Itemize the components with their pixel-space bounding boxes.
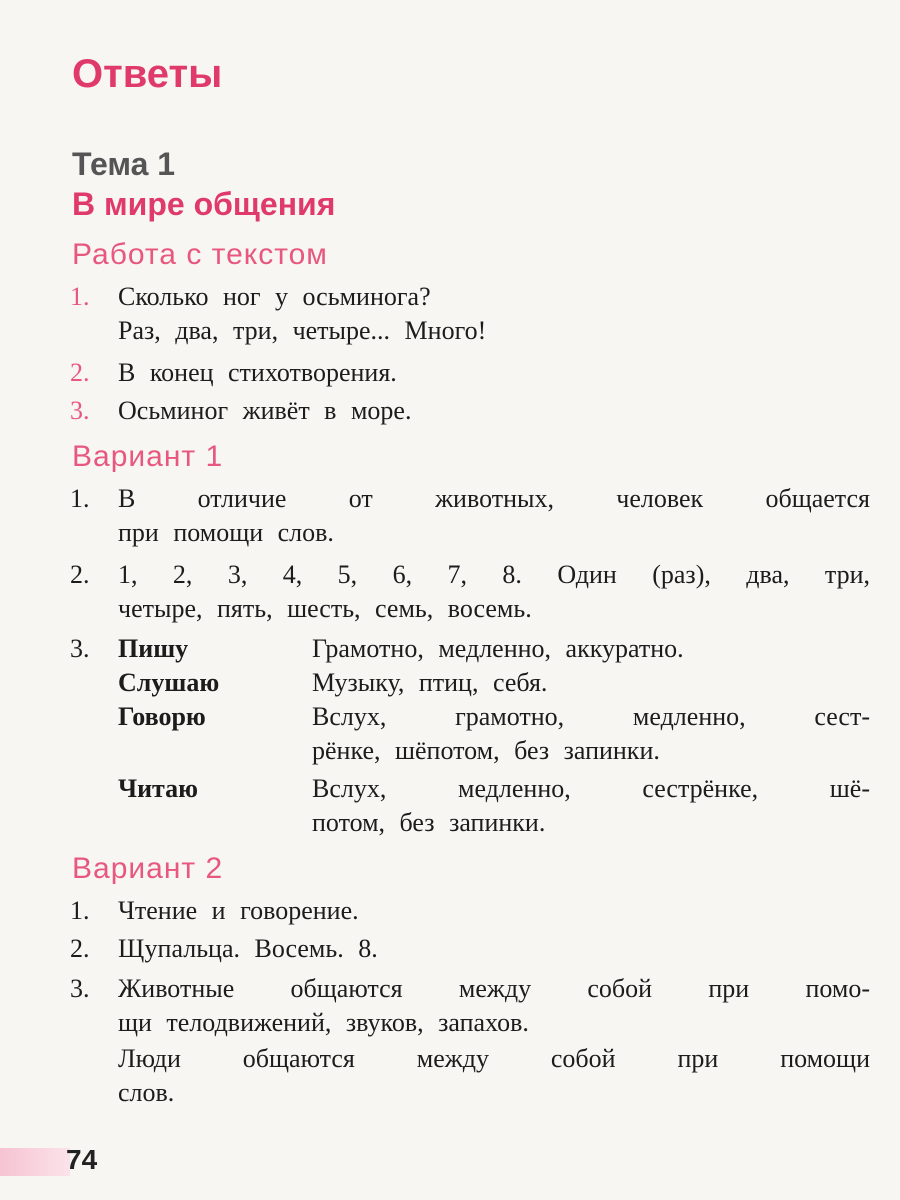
term-label: Пишу [118,634,189,663]
answer-line: Раз, два, три, четыре... Много! [118,316,487,345]
item-number: 3. [70,974,90,1003]
term-definition: Грамотно, медленно, аккуратно. [312,634,684,663]
answer-line: В отличие от животных, человек общается [118,484,870,513]
section-heading-variant1: Вариант 1 [72,440,224,473]
answer-line: В конец стихотворения. [118,358,397,387]
term-label: Читаю [118,774,199,803]
term-label: Слушаю [118,668,220,697]
answer-line: слов. [118,1078,175,1107]
item-number: 3. [70,634,90,663]
term-label: Говорю [118,702,206,731]
answer-line: 1, 2, 3, 4, 5, 6, 7, 8. Один (раз), два, три, [118,560,870,589]
term-definition: потом, без запинки. [312,808,546,837]
item-number: 1. [70,282,90,311]
term-definition: Вслух, медленно, сестрёнке, шё- [312,774,870,803]
item-number: 2. [70,934,90,963]
item-number: 3. [70,396,90,425]
item-number: 1. [70,484,90,513]
answer-line: при помощи слов. [118,518,334,547]
section-heading-text-work: Работа с текстом [72,238,328,271]
answer-line: Сколько ног у осьминога? [118,282,431,311]
topic-name: В мире общения [72,186,336,222]
answer-line: Животные общаются между собой при помо- [118,974,870,1003]
topic-label: Тема 1 [72,146,176,182]
term-definition: Вслух, грамотно, медленно, сест- [312,702,870,731]
item-number: 2. [70,560,90,589]
answer-line: щи телодвижений, звуков, запахов. [118,1008,529,1037]
answer-line: Люди общаются между собой при помощи [118,1044,870,1073]
page-number-bar [0,1148,70,1176]
term-definition: Музыку, птиц, себя. [312,668,548,697]
section-heading-variant2: Вариант 2 [72,852,224,885]
page-number: 74 [66,1144,98,1175]
item-number: 1. [70,896,90,925]
answer-line: Чтение и говорение. [118,896,359,925]
page-title: Ответы [72,52,223,96]
answer-line: Осьминог живёт в море. [118,396,412,425]
answer-line: Щупальца. Восемь. 8. [118,934,378,963]
item-number: 2. [70,358,90,387]
answer-line: четыре, пять, шесть, семь, восемь. [118,594,532,623]
term-definition: рёнке, шёпотом, без запинки. [312,736,660,765]
